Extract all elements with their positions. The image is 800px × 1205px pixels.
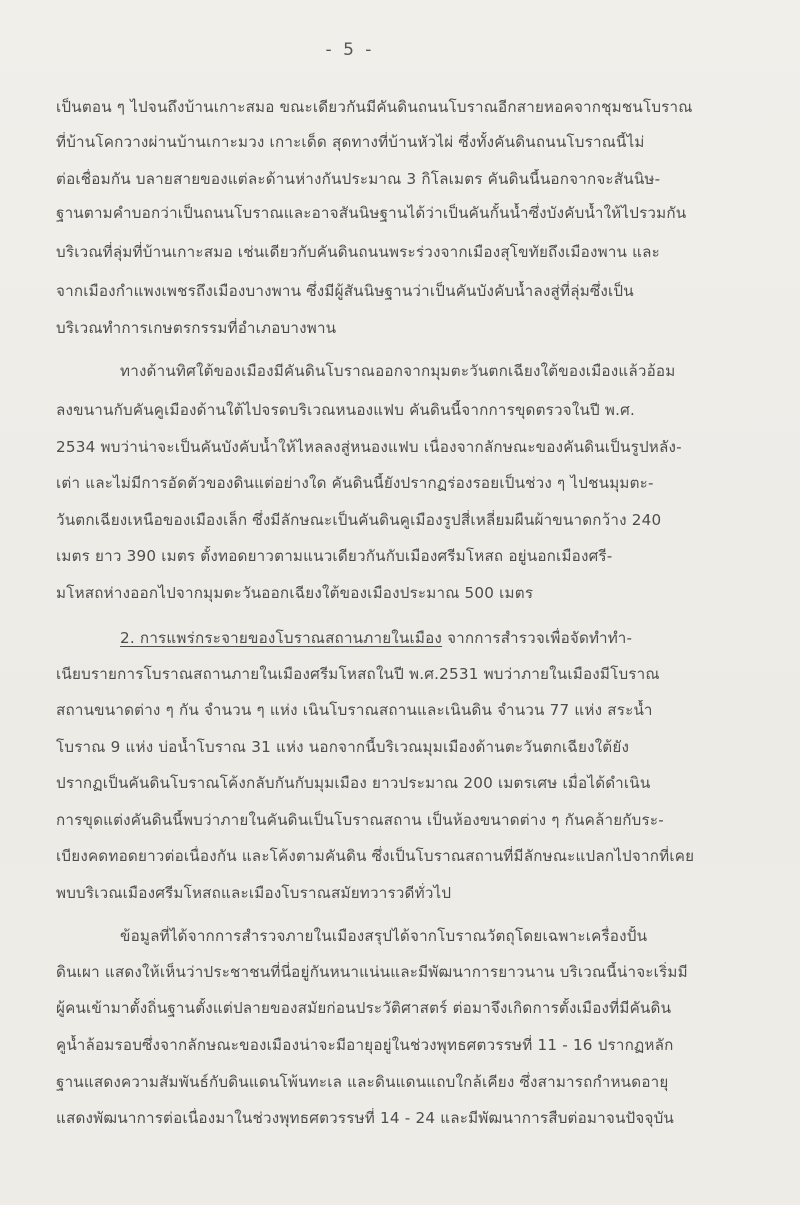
text-line: บริเวณที่ลุ่มที่บ้านเกาะสมอ เช่นเดียวกับคันดินถนนพระร่วงจากเมืองสุโขทัยถึงเมืองพาน และ (56, 243, 661, 261)
text-line: การขุดแต่งคันดินนี้พบว่าภายในคันดินเป็นโบราณสถาน เป็นห้องขนาดต่าง ๆ กันคล้ายกับระ- (56, 811, 664, 829)
text-line: มโหสถห่างออกไปจากมุมตะวันออกเฉียงใต้ของเมืองประมาณ 500 เมตร (56, 584, 534, 602)
text-line: เนียบรายการโบราณสถานภายในเมืองศรีมโหสถในปี พ.ศ.2531 พบว่าภายในเมืองมีโบราณ (56, 665, 660, 683)
heading-continuation: จากการสำรวจเพื่อจัดทำทำ- (442, 629, 633, 647)
text-line: แสดงพัฒนาการต่อเนื่องมาในช่วงพุทธศตวรรษที่ 14 - 24 และมีพัฒนาการสืบต่อมาจนปัจจุบัน (56, 1109, 675, 1127)
text-line: ที่บ้านโคกวางผ่านบ้านเกาะมวง เกาะเด็ด สุดทางที่บ้านหัวไผ่ ซึ่งทั้งคันดินถนนโบราณนี้ไม่ (56, 133, 645, 151)
text-line: เมตร ยาว 390 เมตร ตั้งทอดยาวตามแนวเดียวกันกับเมืองศรีมโหสถ อยู่นอกเมืองศรี- (56, 547, 613, 565)
page-number: - 5 - (325, 40, 375, 60)
text-line: สถานขนาดต่าง ๆ กัน จำนวน ๆ แห่ง เนินโบราณสถานและเนินดิน จำนวน 77 แห่ง สระน้ำ (56, 701, 653, 719)
text-line: คูน้ำล้อมรอบซึ่งจากลักษณะของเมืองน่าจะมีอายุอยู่ในช่วงพุทธศตวรรษที่ 11 - 16 ปรากฏหลัก (56, 1036, 674, 1054)
text-line: เต่า และไม่มีการอัดตัวของดินแต่อย่างใด คันดินนี้ยังปรากฏร่องรอยเป็นช่วง ๆ ไปชนมุมตะ- (56, 474, 654, 492)
section-heading-line (120, 628, 708, 648)
section-heading: 2. การแพร่กระจายของโบราณสถานภายในเมือง (120, 629, 443, 647)
text-line: ดินเผา แสดงให้เห็นว่าประชาชนที่นี่อยู่กันหนาแน่นและมีพัฒนาการยาวนาน บริเวณนี้น่าจะเริ่มมี (56, 963, 688, 981)
text-line: ทางด้านทิศใต้ของเมืองมีคันดินโบราณออกจากมุมตะวันตกเฉียงใต้ของเมืองแล้วอ้อม (120, 362, 676, 380)
text-line: พบบริเวณเมืองศรีมโหสถและเมืองโบราณสมัยทวารวดีทั่วไป (56, 884, 452, 902)
text-line: ต่อเชื่อมกัน บลายสายของแต่ละด้านห่างกันประมาณ 3 กิโลเมตร คันดินนี้นอกจากจะสันนิษ- (56, 170, 661, 188)
text-line: ฐานแสดงความสัมพันธ์กับดินแดนโพ้นทะเล และดินแดนแถบใกล้เคียง ซึ่งสามารถกำหนดอายุ (56, 1073, 669, 1091)
text-line: เป็นตอน ๆ ไปจนถึงบ้านเกาะสมอ ขณะเดียวกันมีคันดินถนนโบราณอีกสายหอคจากชุมชนโบราณ (56, 98, 693, 116)
text-line: จากเมืองกำแพงเพชรถึงเมืองบางพาน ซึ่งมีผู้สันนิษฐานว่าเป็นคันบังคับน้ำลงสู่ที่ลุ่มซึ่งเป็น (56, 282, 634, 300)
text-line: เบียงคดทอดยาวต่อเนื่องกัน และโค้งตามคันดิน ซึ่งเป็นโบราณสถานที่มีลักษณะแปลกไปจากที่เคย (56, 847, 695, 865)
text-line: ผู้คนเข้ามาตั้งถิ่นฐานตั้งแต่ปลายของสมัยก่อนประวัติศาสตร์ ต่อมาจึงเกิดการตั้งเมืองที่มีคันดิน (56, 999, 672, 1017)
text-line: โบราณ 9 แห่ง บ่อน้ำโบราณ 31 แห่ง นอกจากนี้บริเวณมุมเมืองด้านตะวันตกเฉียงใต้ยัง (56, 738, 630, 756)
text-line: วันตกเฉียงเหนือของเมืองเล็ก ซึ่งมีลักษณะเป็นคันดินคูเมืองรูปสี่เหลี่ยมผืนผ้าขนาดกว้าง 240 (56, 511, 662, 529)
text-line: 2534 พบว่าน่าจะเป็นคันบังคับน้ำให้ไหลลงสู่หนองแฟบ เนื่องจากลักษณะของคันดินเป็นรูปหลัง- (56, 438, 682, 456)
text-line: ฐานตามคำบอกว่าเป็นถนนโบราณและอาจสันนิษฐานได้ว่าเป็นคันกั้นน้ำซึ่งบังคับน้ำให้ไปรวมกัน (56, 204, 687, 222)
text-line: ลงขนานกับคันคูเมืองด้านใต้ไปจรดบริเวณหนองแฟบ คันดินนี้จากการขุดตรวจในปี พ.ศ. (56, 401, 636, 419)
text-line: ข้อมูลที่ได้จากการสำรวจภายในเมืองสรุปได้จากโบราณวัตถุโดยเฉพาะเครื่องปั้น (120, 927, 648, 945)
text-line: บริเวณทำการเกษตรกรรมที่อำเภอบางพาน (56, 319, 337, 337)
text-line: ปรากฏเป็นคันดินโบราณโค้งกลับกันกับมุมเมือง ยาวประมาณ 200 เมตรเศษ เมื่อได้ดำเนิน (56, 774, 651, 792)
